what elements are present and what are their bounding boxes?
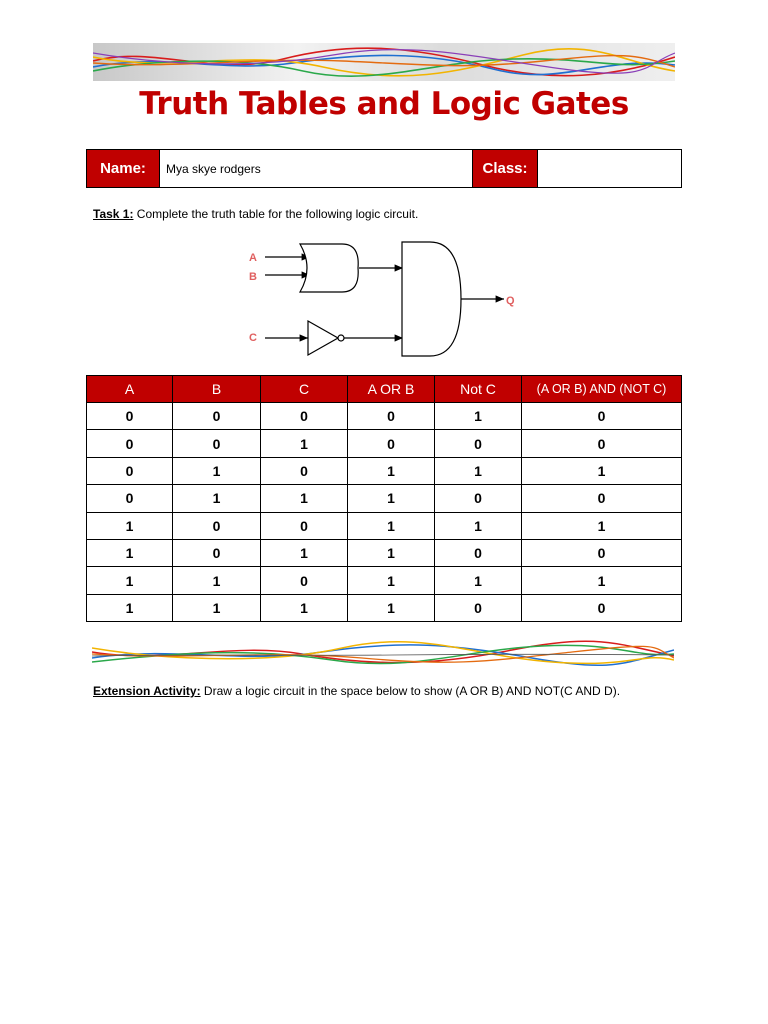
table-cell[interactable]: 1 [348, 539, 435, 566]
extension-instruction [93, 684, 620, 698]
table-cell[interactable]: 0 [261, 457, 348, 484]
table-cell[interactable]: 1 [522, 567, 682, 594]
not-gate [308, 321, 338, 355]
table-cell[interactable]: 0 [261, 567, 348, 594]
header-a-or-b: A OR B [348, 376, 435, 403]
table-cell[interactable]: 1 [435, 512, 522, 539]
header-c: C [261, 376, 348, 403]
table-cell[interactable]: 0 [261, 403, 348, 430]
or-gate [300, 244, 358, 292]
table-cell[interactable]: 0 [87, 485, 173, 512]
not-gate-bubble [338, 335, 344, 341]
table-row [87, 403, 682, 430]
header-a: A [87, 376, 173, 403]
top-banner-image [93, 43, 675, 81]
table-cell[interactable]: 0 [522, 403, 682, 430]
table-cell[interactable]: 0 [522, 539, 682, 566]
truth-table [86, 375, 682, 622]
table-row [87, 539, 682, 566]
truth-table-header-row [87, 376, 682, 403]
table-cell[interactable]: 0 [435, 594, 522, 621]
logic-circuit-diagram [240, 236, 530, 362]
student-info-table [86, 149, 682, 188]
name-label: Name: [87, 150, 160, 188]
table-cell[interactable]: 1 [261, 485, 348, 512]
table-cell[interactable]: 1 [173, 594, 261, 621]
output-q-label: Q [506, 295, 515, 307]
page-title: Truth Tables and Logic Gates [139, 86, 629, 122]
table-cell[interactable]: 1 [173, 457, 261, 484]
table-cell[interactable]: 1 [348, 567, 435, 594]
table-cell[interactable]: 0 [87, 457, 173, 484]
table-cell[interactable]: 1 [348, 512, 435, 539]
table-cell[interactable]: 0 [435, 430, 522, 457]
table-cell[interactable]: 1 [87, 594, 173, 621]
table-cell[interactable]: 0 [348, 403, 435, 430]
extension-text: Draw a logic circuit in the space below to show (A OR B) AND NOT(C AND D). [200, 684, 621, 698]
extension-label: Extension Activity: [93, 684, 201, 698]
bottom-banner-image [92, 638, 674, 670]
input-c-label: C [249, 332, 257, 344]
table-cell[interactable]: 0 [87, 430, 173, 457]
task1-instruction [93, 207, 418, 221]
table-cell[interactable]: 1 [173, 567, 261, 594]
header-b: B [173, 376, 261, 403]
table-cell[interactable]: 0 [522, 430, 682, 457]
table-cell[interactable]: 1 [522, 457, 682, 484]
table-cell[interactable]: 0 [87, 403, 173, 430]
table-cell[interactable]: 0 [173, 430, 261, 457]
input-b-label: B [249, 271, 257, 283]
table-cell[interactable]: 1 [435, 403, 522, 430]
table-cell[interactable]: 1 [87, 539, 173, 566]
class-field[interactable] [538, 150, 682, 188]
table-cell[interactable]: 1 [522, 512, 682, 539]
table-row [87, 457, 682, 484]
table-cell[interactable]: 1 [173, 485, 261, 512]
table-cell[interactable]: 0 [173, 512, 261, 539]
header-not-c: Not C [435, 376, 522, 403]
table-row [87, 430, 682, 457]
table-cell[interactable]: 1 [87, 512, 173, 539]
table-row [87, 594, 682, 621]
table-cell[interactable]: 0 [435, 539, 522, 566]
table-cell[interactable]: 0 [348, 430, 435, 457]
table-cell[interactable]: 0 [173, 539, 261, 566]
table-row [87, 567, 682, 594]
table-cell[interactable]: 1 [348, 457, 435, 484]
table-cell[interactable]: 0 [261, 512, 348, 539]
task1-label: Task 1: [93, 207, 134, 221]
table-cell[interactable]: 1 [87, 567, 173, 594]
table-cell[interactable]: 1 [261, 430, 348, 457]
table-cell[interactable]: 1 [435, 457, 522, 484]
table-cell[interactable]: 0 [522, 485, 682, 512]
table-cell[interactable]: 0 [522, 594, 682, 621]
input-a-label: A [249, 252, 257, 264]
header-result: (A OR B) AND (NOT C) [522, 376, 682, 403]
name-field[interactable]: Mya skye rodgers [160, 150, 473, 188]
table-cell[interactable]: 0 [173, 403, 261, 430]
class-label: Class: [473, 150, 538, 188]
and-gate [402, 242, 461, 356]
table-cell[interactable]: 1 [261, 594, 348, 621]
table-cell[interactable]: 1 [348, 594, 435, 621]
table-row [87, 485, 682, 512]
table-row [87, 512, 682, 539]
task1-text: Complete the truth table for the following logic circuit. [133, 207, 419, 221]
table-cell[interactable]: 1 [261, 539, 348, 566]
table-cell[interactable]: 1 [348, 485, 435, 512]
table-cell[interactable]: 0 [435, 485, 522, 512]
table-cell[interactable]: 1 [435, 567, 522, 594]
